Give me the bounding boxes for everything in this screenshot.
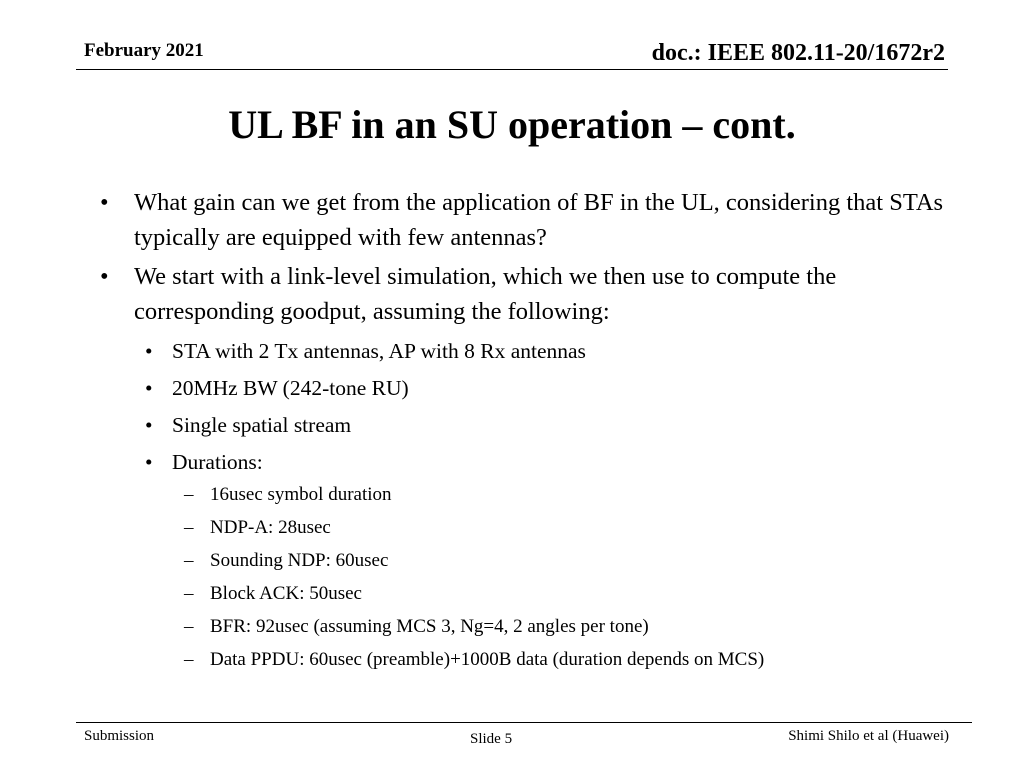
footer-divider [76,722,972,723]
duration-marker: – [184,649,194,670]
sub-bullet-item [145,373,409,403]
duration-item [184,581,362,607]
footer-submission: Submission [84,728,155,744]
sub-bullet-marker: • [145,376,153,400]
sub-bullet-marker: • [145,450,153,474]
sub-bullet-marker: • [145,413,153,437]
header-divider [76,69,948,70]
duration-marker: – [184,616,194,637]
duration-text: Data PPDU: 60usec (preamble)+1000B data (duration depends on MCS) [210,649,765,670]
slide-number: Slide 5 [470,731,513,747]
duration-text: Block ACK: 50usec [210,583,362,604]
duration-marker: – [184,517,194,538]
duration-item [184,482,392,508]
bullet-item [100,185,954,255]
bullet-text: What gain can we get from the application of BF in the UL, considering that STAs typically are equipped with few antennas? [134,189,944,251]
duration-item [184,647,765,673]
sub-bullet-text: STA with 2 Tx antennas, AP with 8 Rx antennas [172,339,586,363]
sub-bullet-item [145,336,586,366]
duration-text: 16usec symbol duration [210,484,392,505]
sub-bullet-text: Durations: [172,450,263,474]
duration-item [184,515,331,541]
sub-bullet-marker: • [145,339,153,363]
bullet-marker: • [100,263,109,290]
duration-text: Sounding NDP: 60usec [210,550,389,571]
bullet-marker: • [100,189,109,216]
duration-marker: – [184,484,194,505]
duration-text: NDP-A: 28usec [210,517,331,538]
duration-item [184,548,389,574]
header-doc-id: doc.: IEEE 802.11-20/1672r2 [651,40,945,66]
header-date: February 2021 [84,40,204,61]
duration-text: BFR: 92usec (assuming MCS 3, Ng=4, 2 angles per tone) [210,616,649,637]
bullet-item [100,259,954,329]
bullet-text: We start with a link-level simulation, which we then use to compute the corresponding goodput, assuming the following: [134,263,837,325]
slide-title: UL BF in an SU operation – cont. [228,102,796,147]
sub-bullet-text: Single spatial stream [172,413,352,437]
sub-bullet-text: 20MHz BW (242-tone RU) [172,376,409,400]
duration-item [184,614,649,640]
sub-bullet-item [145,447,263,477]
sub-bullet-item [145,410,352,440]
duration-marker: – [184,583,194,604]
footer-author: Shimi Shilo et al (Huawei) [788,728,949,744]
duration-marker: – [184,550,194,571]
